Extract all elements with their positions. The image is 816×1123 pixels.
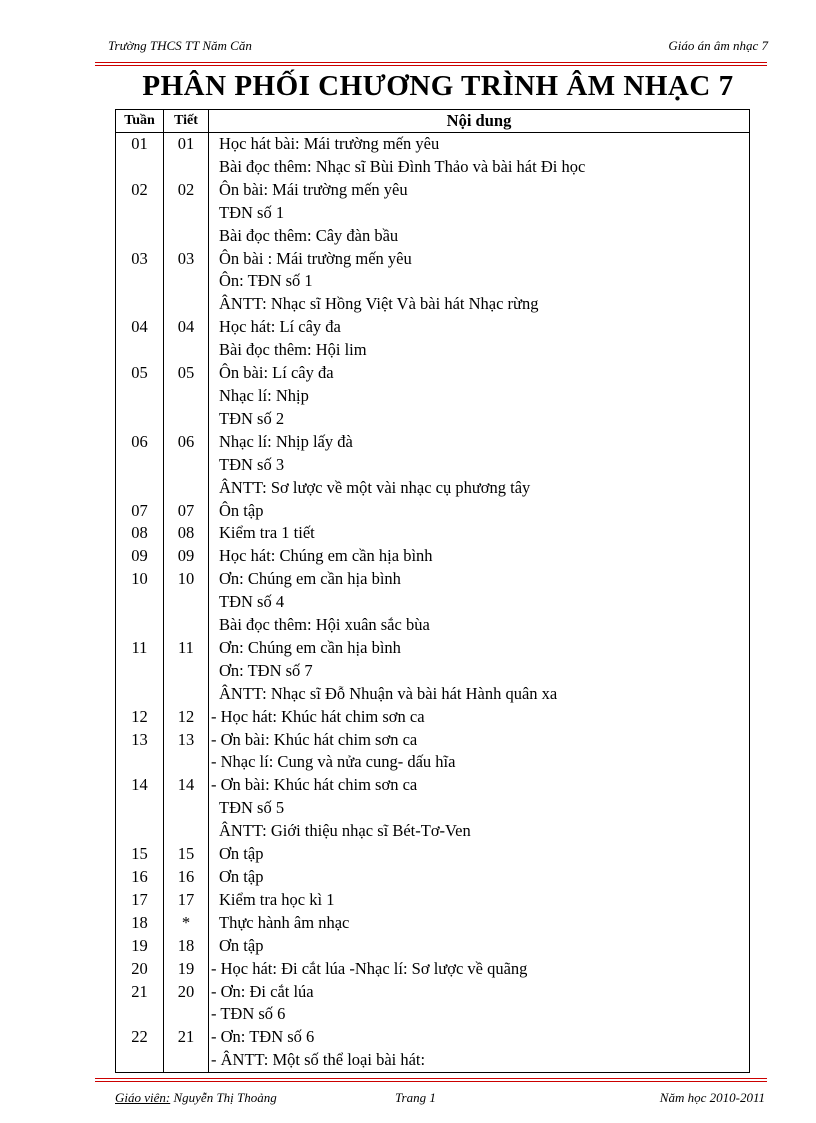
cell-tuan bbox=[116, 591, 164, 614]
cell-noi-dung: - Nhạc lí: Cung và nửa cung- dấu hĩa bbox=[209, 751, 750, 774]
cell-tuan: 16 bbox=[116, 866, 164, 889]
cell-tiet: 20 bbox=[164, 981, 209, 1004]
cell-tuan bbox=[116, 751, 164, 774]
cell-tuan bbox=[116, 797, 164, 820]
cell-tuan: 06 bbox=[116, 431, 164, 454]
table-row bbox=[116, 751, 750, 774]
cell-tuan bbox=[116, 1049, 164, 1072]
header-tiet: Tiết bbox=[164, 110, 209, 133]
table-row bbox=[116, 545, 750, 568]
table-row bbox=[116, 866, 750, 889]
cell-tiet: 14 bbox=[164, 774, 209, 797]
table-row bbox=[116, 225, 750, 248]
cell-noi-dung: Ơn tập bbox=[209, 935, 750, 958]
cell-noi-dung: Nhạc lí: Nhịp bbox=[209, 385, 750, 408]
cell-tuan: 10 bbox=[116, 568, 164, 591]
cell-tuan: 15 bbox=[116, 843, 164, 866]
cell-tiet: 21 bbox=[164, 1026, 209, 1049]
cell-tiet bbox=[164, 1049, 209, 1072]
cell-tuan bbox=[116, 156, 164, 179]
subject-name: Giáo án âm nhạc 7 bbox=[668, 38, 768, 53]
cell-noi-dung: - TĐN số 6 bbox=[209, 1003, 750, 1026]
cell-tiet: 06 bbox=[164, 431, 209, 454]
cell-noi-dung: Ơn: Chúng em cần hịa bình bbox=[209, 637, 750, 660]
cell-tuan bbox=[116, 683, 164, 706]
cell-noi-dung: - Ơn bài: Khúc hát chim sơn ca bbox=[209, 774, 750, 797]
cell-noi-dung: TĐN số 4 bbox=[209, 591, 750, 614]
school-name: Trường THCS TT Năm Căn bbox=[108, 38, 252, 53]
cell-noi-dung: - Ơn: Đi cắt lúa bbox=[209, 981, 750, 1004]
cell-tuan: 05 bbox=[116, 362, 164, 385]
cell-tuan: 17 bbox=[116, 889, 164, 912]
table-row bbox=[116, 774, 750, 797]
cell-tiet bbox=[164, 683, 209, 706]
cell-tuan bbox=[116, 385, 164, 408]
cell-noi-dung: Ôn bài: Mái trường mến yêu bbox=[209, 179, 750, 202]
cell-tuan bbox=[116, 225, 164, 248]
cell-tiet: 04 bbox=[164, 316, 209, 339]
cell-tuan: 13 bbox=[116, 729, 164, 752]
cell-tiet: 10 bbox=[164, 568, 209, 591]
cell-tiet: 02 bbox=[164, 179, 209, 202]
cell-noi-dung: - Ơn: TĐN số 6 bbox=[209, 1026, 750, 1049]
table-row bbox=[116, 591, 750, 614]
cell-noi-dung: TĐN số 3 bbox=[209, 454, 750, 477]
cell-tiet: * bbox=[164, 912, 209, 935]
footer-rule-2 bbox=[95, 1081, 767, 1082]
cell-noi-dung: Bài đọc thêm: Hội xuân sắc bùa bbox=[209, 614, 750, 637]
table-row bbox=[116, 683, 750, 706]
cell-tuan bbox=[116, 202, 164, 225]
cell-tuan: 09 bbox=[116, 545, 164, 568]
cell-tiet bbox=[164, 751, 209, 774]
cell-noi-dung: Học hát: Chúng em cần hịa bình bbox=[209, 545, 750, 568]
cell-noi-dung: Nhạc lí: Nhịp lấy đà bbox=[209, 431, 750, 454]
cell-tuan: 03 bbox=[116, 248, 164, 271]
cell-tiet: 08 bbox=[164, 522, 209, 545]
cell-tuan: 02 bbox=[116, 179, 164, 202]
cell-tiet bbox=[164, 797, 209, 820]
table-row bbox=[116, 477, 750, 500]
cell-tiet: 09 bbox=[164, 545, 209, 568]
table-row bbox=[116, 248, 750, 271]
cell-tuan: 07 bbox=[116, 500, 164, 523]
table-row bbox=[116, 1026, 750, 1049]
cell-tiet: 15 bbox=[164, 843, 209, 866]
page-number: Trang 1 bbox=[395, 1090, 436, 1105]
header-tuan: Tuần bbox=[116, 110, 164, 133]
cell-tuan: 21 bbox=[116, 981, 164, 1004]
cell-noi-dung: Ôn: TĐN số 1 bbox=[209, 270, 750, 293]
cell-tiet: 01 bbox=[164, 133, 209, 156]
cell-noi-dung: Kiểm tra học kì 1 bbox=[209, 889, 750, 912]
teacher-info bbox=[115, 1090, 277, 1106]
cell-noi-dung: Ơn tập bbox=[209, 866, 750, 889]
table-row bbox=[116, 270, 750, 293]
table-row bbox=[116, 637, 750, 660]
cell-noi-dung: Học hát: Lí cây đa bbox=[209, 316, 750, 339]
cell-tiet: 19 bbox=[164, 958, 209, 981]
table-row bbox=[116, 500, 750, 523]
table-row bbox=[116, 179, 750, 202]
cell-tiet bbox=[164, 156, 209, 179]
cell-noi-dung: ÂNTT: Sơ lược về một vài nhạc cụ phương tây bbox=[209, 477, 750, 500]
cell-noi-dung: TĐN số 2 bbox=[209, 408, 750, 431]
page-title: PHÂN PHỐI CHƯƠNG TRÌNH ÂM NHẠC 7 bbox=[142, 70, 734, 102]
header-rule-1 bbox=[95, 62, 767, 63]
cell-tiet: 13 bbox=[164, 729, 209, 752]
cell-noi-dung: TĐN số 5 bbox=[209, 797, 750, 820]
cell-tiet bbox=[164, 1003, 209, 1026]
cell-tuan: 20 bbox=[116, 958, 164, 981]
cell-tuan bbox=[116, 270, 164, 293]
cell-tiet bbox=[164, 385, 209, 408]
cell-noi-dung: - ÂNTT: Một số thể loại bài hát: bbox=[209, 1049, 750, 1072]
table-row bbox=[116, 454, 750, 477]
table-row bbox=[116, 339, 750, 362]
table-row bbox=[116, 981, 750, 1004]
cell-tuan: 08 bbox=[116, 522, 164, 545]
cell-tiet: 16 bbox=[164, 866, 209, 889]
school-year: Năm học 2010-2011 bbox=[659, 1090, 765, 1105]
cell-noi-dung: ÂNTT: Giới thiệu nhạc sĩ Bét-Tơ-Ven bbox=[209, 820, 750, 843]
table-row bbox=[116, 156, 750, 179]
table-row bbox=[116, 843, 750, 866]
cell-noi-dung: ÂNTT: Nhạc sĩ Hồng Việt Và bài hát Nhạc rừng bbox=[209, 293, 750, 316]
table-header-row bbox=[116, 110, 750, 133]
cell-tiet: 07 bbox=[164, 500, 209, 523]
cell-tuan: 22 bbox=[116, 1026, 164, 1049]
cell-tuan: 11 bbox=[116, 637, 164, 660]
table-row bbox=[116, 568, 750, 591]
cell-tuan: 01 bbox=[116, 133, 164, 156]
cell-noi-dung: Bài đọc thêm: Hội lim bbox=[209, 339, 750, 362]
header-noi-dung: Nội dung bbox=[209, 110, 750, 133]
cell-tiet bbox=[164, 202, 209, 225]
table-row bbox=[116, 1003, 750, 1026]
cell-tuan bbox=[116, 477, 164, 500]
cell-noi-dung: Thực hành âm nhạc bbox=[209, 912, 750, 935]
cell-tiet bbox=[164, 293, 209, 316]
table-row bbox=[116, 958, 750, 981]
table-row bbox=[116, 797, 750, 820]
cell-tiet bbox=[164, 614, 209, 637]
table-row bbox=[116, 729, 750, 752]
cell-tiet: 18 bbox=[164, 935, 209, 958]
cell-noi-dung: Kiểm tra 1 tiết bbox=[209, 522, 750, 545]
cell-tuan bbox=[116, 820, 164, 843]
footer-rule-1 bbox=[95, 1078, 767, 1079]
cell-noi-dung: Ơn tập bbox=[209, 843, 750, 866]
table-row bbox=[116, 1049, 750, 1072]
teacher-name: Nguyễn Thị Thoảng bbox=[170, 1090, 277, 1105]
cell-tuan bbox=[116, 614, 164, 637]
table-row bbox=[116, 912, 750, 935]
cell-noi-dung: Bài đọc thêm: Cây đàn bầu bbox=[209, 225, 750, 248]
table-row bbox=[116, 522, 750, 545]
cell-tiet: 11 bbox=[164, 637, 209, 660]
cell-tuan: 18 bbox=[116, 912, 164, 935]
cell-noi-dung: - Ơn bài: Khúc hát chim sơn ca bbox=[209, 729, 750, 752]
cell-tuan bbox=[116, 339, 164, 362]
table-row bbox=[116, 706, 750, 729]
cell-tiet bbox=[164, 820, 209, 843]
cell-noi-dung: Ôn tập bbox=[209, 500, 750, 523]
table-row bbox=[116, 820, 750, 843]
cell-tuan bbox=[116, 660, 164, 683]
cell-tiet bbox=[164, 477, 209, 500]
cell-noi-dung: TĐN số 1 bbox=[209, 202, 750, 225]
table-row bbox=[116, 316, 750, 339]
cell-tiet bbox=[164, 270, 209, 293]
cell-tiet: 17 bbox=[164, 889, 209, 912]
table-row bbox=[116, 889, 750, 912]
table-row bbox=[116, 408, 750, 431]
cell-noi-dung: Bài đọc thêm: Nhạc sĩ Bùi Đình Thảo và bài hát Đi học bbox=[209, 156, 750, 179]
header-rule-2 bbox=[95, 65, 767, 66]
cell-noi-dung: Ơn: Chúng em cần hịa bình bbox=[209, 568, 750, 591]
table-row bbox=[116, 385, 750, 408]
cell-tuan bbox=[116, 293, 164, 316]
page-header bbox=[108, 38, 768, 58]
cell-noi-dung: Ơn: TĐN số 7 bbox=[209, 660, 750, 683]
cell-tiet bbox=[164, 660, 209, 683]
table-body bbox=[116, 133, 750, 1073]
cell-tuan bbox=[116, 1003, 164, 1026]
table-row bbox=[116, 293, 750, 316]
teacher-label: Giáo viên: bbox=[115, 1090, 171, 1105]
curriculum-table bbox=[115, 109, 750, 1073]
cell-tiet bbox=[164, 454, 209, 477]
cell-noi-dung: Học hát bài: Mái trường mến yêu bbox=[209, 133, 750, 156]
table-row bbox=[116, 362, 750, 385]
table-row bbox=[116, 660, 750, 683]
cell-tuan: 14 bbox=[116, 774, 164, 797]
cell-tiet bbox=[164, 591, 209, 614]
table-row bbox=[116, 431, 750, 454]
table-row bbox=[116, 614, 750, 637]
cell-tuan: 12 bbox=[116, 706, 164, 729]
cell-noi-dung: Ôn bài : Mái trường mến yêu bbox=[209, 248, 750, 271]
cell-tiet bbox=[164, 339, 209, 362]
cell-tiet: 05 bbox=[164, 362, 209, 385]
cell-tiet bbox=[164, 225, 209, 248]
table-row bbox=[116, 935, 750, 958]
cell-tuan: 19 bbox=[116, 935, 164, 958]
cell-tuan bbox=[116, 454, 164, 477]
cell-tuan bbox=[116, 408, 164, 431]
cell-tiet: 03 bbox=[164, 248, 209, 271]
cell-noi-dung: ÂNTT: Nhạc sĩ Đỗ Nhuận và bài hát Hành quân xa bbox=[209, 683, 750, 706]
cell-tiet bbox=[164, 408, 209, 431]
cell-tuan: 04 bbox=[116, 316, 164, 339]
cell-noi-dung: - Học hát: Khúc hát chim sơn ca bbox=[209, 706, 750, 729]
table-row bbox=[116, 202, 750, 225]
table-row bbox=[116, 133, 750, 156]
cell-noi-dung: Ôn bài: Lí cây đa bbox=[209, 362, 750, 385]
cell-tiet: 12 bbox=[164, 706, 209, 729]
cell-noi-dung: - Học hát: Đi cắt lúa -Nhạc lí: Sơ lược về quãng bbox=[209, 958, 750, 981]
